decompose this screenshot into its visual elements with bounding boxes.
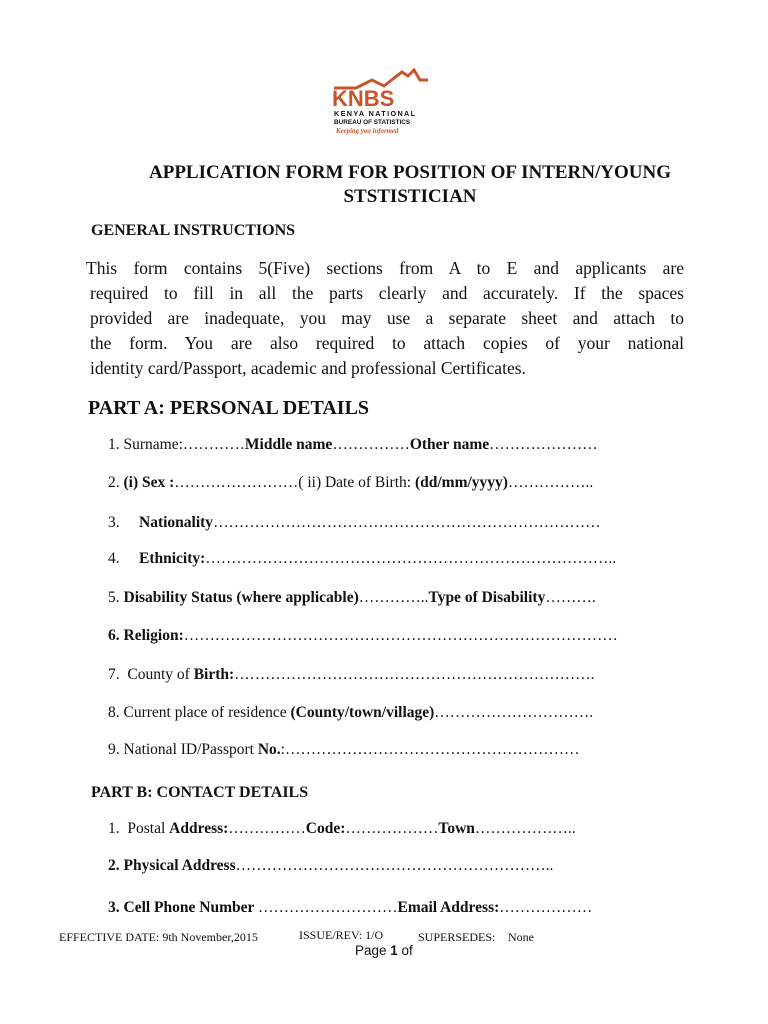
field-county-birth-row[interactable] bbox=[108, 666, 595, 684]
residence-field[interactable]: …………………………. bbox=[434, 704, 594, 721]
sex-label: (i) Sex : bbox=[123, 474, 175, 491]
field-sex-dob-row[interactable] bbox=[108, 474, 593, 492]
religion-label: Religion: bbox=[123, 627, 184, 644]
general-instructions-body bbox=[84, 256, 684, 381]
physical-address-field[interactable]: …………………………………………………….. bbox=[235, 857, 554, 874]
field-nationality-row[interactable] bbox=[108, 514, 601, 532]
knbs-logo-graphic bbox=[328, 66, 440, 136]
item-number: 2. bbox=[108, 857, 120, 874]
disability-status-field[interactable]: ………….. bbox=[358, 589, 429, 606]
ethnicity-label: Ethnicity: bbox=[139, 550, 206, 567]
field-physical-address-row[interactable] bbox=[108, 857, 553, 875]
logo-tagline: Keeping you informed bbox=[336, 128, 399, 135]
email-label: Email Address: bbox=[397, 899, 500, 916]
postal-address-field[interactable]: …………… bbox=[228, 820, 306, 837]
instructions-line: identity card/Passport, academic and professional Certificates. bbox=[90, 358, 526, 378]
nationality-label: Nationality bbox=[139, 514, 214, 531]
residence-label: Current place of residence bbox=[123, 704, 291, 721]
email-field[interactable]: ……………… bbox=[499, 899, 593, 916]
sex-field[interactable]: …………………… bbox=[174, 474, 299, 491]
item-number: 8. bbox=[108, 704, 120, 721]
page-prefix: Page bbox=[355, 943, 391, 958]
logo-acronym: KNBS bbox=[332, 86, 395, 111]
religion-field[interactable]: ………………………………………………………………………… bbox=[183, 627, 618, 644]
birth-label: Birth: bbox=[193, 666, 235, 683]
ethnicity-field[interactable]: …………………………………………………………………….. bbox=[205, 550, 617, 567]
item-number: 2. bbox=[108, 474, 120, 491]
item-number: 4. bbox=[108, 550, 120, 567]
logo-line1: KENYA NATIONAL bbox=[334, 109, 417, 118]
general-instructions-heading: GENERAL INSTRUCTIONS bbox=[91, 222, 296, 239]
cell-phone-field[interactable]: ……………………… bbox=[257, 899, 398, 916]
field-names-row[interactable] bbox=[108, 436, 598, 454]
instructions-line: the form. You are also required to attach copies of your national bbox=[90, 333, 684, 353]
dob-field[interactable]: …………….. bbox=[507, 474, 594, 491]
surname-field[interactable]: ………… bbox=[182, 436, 245, 453]
form-title-line2: STSTISTICIAN bbox=[343, 186, 477, 207]
field-residence-row[interactable] bbox=[108, 704, 593, 722]
knbs-logo bbox=[328, 66, 440, 136]
national-id-field[interactable]: :………………………………………………… bbox=[280, 741, 580, 758]
dob-label: ( ii) Date of Birth: bbox=[298, 474, 415, 491]
instructions-line: required to fill in all the parts clearly and accurately. If the spaces bbox=[90, 283, 684, 303]
cell-phone-label: Cell Phone Number bbox=[123, 899, 258, 916]
effective-date: EFFECTIVE DATE: 9th November,2015 bbox=[59, 930, 258, 944]
issue-rev: ISSUE/REV: 1/O bbox=[299, 928, 384, 942]
town-label: Town bbox=[438, 820, 475, 837]
page-number: 1 bbox=[390, 943, 398, 958]
field-ethnicity-row[interactable] bbox=[108, 550, 616, 568]
supersedes-value: None bbox=[508, 930, 534, 944]
physical-address-label: Physical Address bbox=[123, 857, 236, 874]
postal-label: Postal bbox=[127, 820, 170, 837]
residence-hint-label: (County/town/village) bbox=[290, 704, 435, 721]
national-id-no-label: No. bbox=[257, 741, 281, 758]
national-id-label: National ID/Passport bbox=[123, 741, 258, 758]
item-number: 5. bbox=[108, 589, 120, 606]
other-name-label: Other name bbox=[409, 436, 490, 453]
field-postal-row[interactable] bbox=[108, 820, 576, 838]
logo-line2: BUREAU OF STATISTICS bbox=[334, 119, 411, 126]
field-phone-email-row[interactable] bbox=[108, 899, 592, 917]
item-number: 1. bbox=[108, 820, 120, 837]
item-number: 3. bbox=[108, 899, 120, 916]
page-suffix: of bbox=[397, 943, 413, 958]
instructions-line: provided are inadequate, you may use a separate sheet and attach to bbox=[90, 308, 684, 328]
code-field[interactable]: ……………… bbox=[345, 820, 439, 837]
county-birth-field[interactable]: ……………………………………………………………. bbox=[234, 666, 595, 683]
middle-name-field[interactable]: …………… bbox=[332, 436, 410, 453]
code-label: Code: bbox=[305, 820, 346, 837]
page-indicator bbox=[355, 943, 413, 958]
item-number: 9. bbox=[108, 741, 120, 758]
field-religion-row[interactable] bbox=[108, 627, 618, 645]
field-disability-row[interactable] bbox=[108, 589, 596, 607]
item-number: 6. bbox=[108, 627, 120, 644]
disability-status-label: Disability Status (where applicable) bbox=[123, 589, 359, 606]
nationality-field[interactable]: ………………………………………………………………… bbox=[213, 514, 601, 531]
town-field[interactable]: ……………….. bbox=[474, 820, 576, 837]
field-national-id-row[interactable] bbox=[108, 741, 579, 759]
middle-name-label: Middle name bbox=[244, 436, 333, 453]
item-number: 3. bbox=[108, 514, 120, 531]
item-number: 7. bbox=[108, 666, 120, 683]
surname-label: Surname: bbox=[123, 436, 183, 453]
disability-type-field[interactable]: ………. bbox=[545, 589, 596, 606]
dob-format-label: (dd/mm/yyyy) bbox=[414, 474, 508, 491]
part-b-heading: PART B: CONTACT DETAILS bbox=[91, 784, 309, 801]
form-title-line1: APPLICATION FORM FOR POSITION OF INTERN/YOUNG bbox=[149, 162, 671, 183]
instructions-line: This form contains 5(Five) sections from A to E and applicants are bbox=[86, 258, 684, 278]
county-of-label: County of bbox=[127, 666, 194, 683]
other-name-field[interactable]: ………………… bbox=[489, 436, 598, 453]
address-label: Address: bbox=[169, 820, 229, 837]
disability-type-label: Type of Disability bbox=[428, 589, 546, 606]
part-a-heading: PART A: PERSONAL DETAILS bbox=[88, 397, 370, 419]
item-number: 1. bbox=[108, 436, 120, 453]
supersedes-label: SUPERSEDES: bbox=[418, 930, 496, 944]
